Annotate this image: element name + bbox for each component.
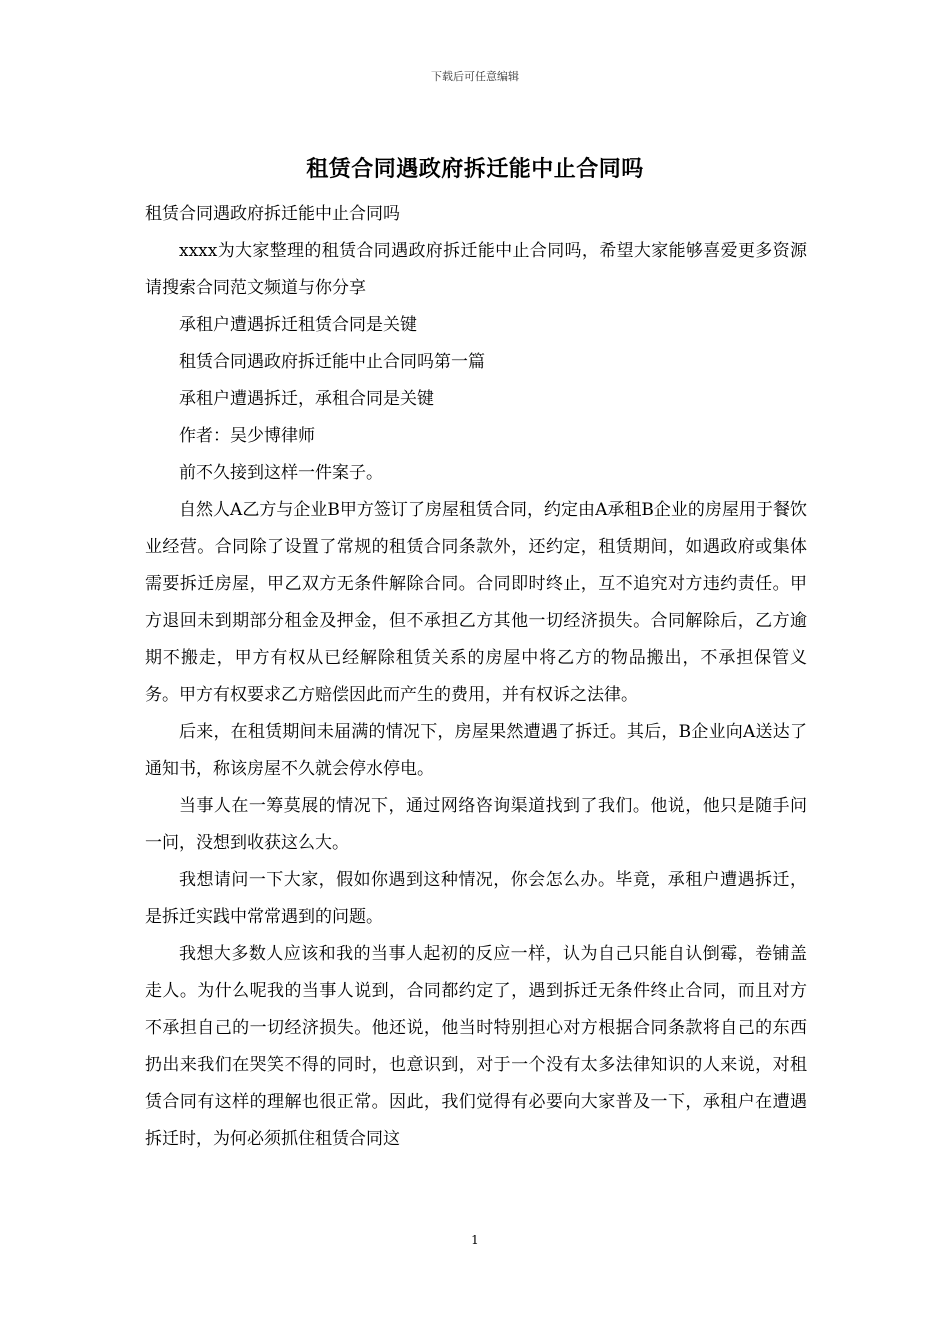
paragraph: 前不久接到这样一件案子。 — [179, 463, 383, 483]
paragraph: 我想请问一下大家，假如你遇到这种情况，你会怎么办。毕竟，承租户遭遇拆迁，是拆迁实践中常常遇到的问题。 — [145, 870, 807, 927]
paragraph-author: 作者：吴少博律师 — [179, 426, 315, 446]
paragraph: xxxx为大家整理的租赁合同遇政府拆迁能中止合同吗，希望大家能够喜爱更多资源请搜索合同范文频道与你分享 — [145, 241, 807, 298]
paragraph: 承租户遭遇拆迁租赁合同是关键 — [179, 315, 417, 335]
paragraph: 承租户遭遇拆迁，承租合同是关键 — [179, 389, 434, 409]
paragraph: 当事人在一筹莫展的情况下，通过网络咨询渠道找到了我们。他说，他只是随手问一问，没想到收获这么大。 — [145, 796, 807, 853]
document-title: 租赁合同遇政府拆迁能中止合同吗 — [306, 156, 644, 182]
paragraph-subtitle: 租赁合同遇政府拆迁能中止合同吗 — [145, 204, 400, 224]
paragraph: 自然人A乙方与企业B甲方签订了房屋租赁合同，约定由A承租B企业的房屋用于餐饮业经营。合同除了设置了常规的租赁合同条款外，还约定，租赁期间，如遇政府或集体需要拆迁房屋，甲乙双方无条件解除合同。合同即时终止，互不追究对方违约责任。甲方退回未到期部分租金及押金，但不承担乙方其他一切经济损失。合同解除后，乙方逾期不搬走，甲方有权从已经解除租赁关系的房屋中将乙方的物品搬出，不承担保管义务。甲方有权要求乙方赔偿因此而产生的费用，并有权诉之法律。 — [145, 500, 807, 705]
header-note: 下载后可任意编辑 — [431, 70, 519, 83]
document-body — [145, 196, 807, 1158]
paragraph: 我想大多数人应该和我的当事人起初的反应一样，认为自己只能自认倒霉，卷铺盖走人。为什么呢我的当事人说到，合同都约定了，遇到拆迁无条件终止合同，而且对方不承担自己的一切经济损失。他还说，他当时特别担心对方根据合同条款将自己的东西扔出来我们在哭笑不得的同时，也意识到，对于一个没有太多法律知识的人来说，对租赁合同有这样的理解也很正常。因此，我们觉得有必要向大家普及一下，承租户在遭遇拆迁时，为何必须抓住租赁合同这 — [145, 944, 807, 1149]
paragraph: 租赁合同遇政府拆迁能中止合同吗第一篇 — [179, 352, 485, 372]
paragraph: 后来，在租赁期间未届满的情况下，房屋果然遭遇了拆迁。其后，B企业向A送达了通知书，称该房屋不久就会停水停电。 — [145, 722, 807, 779]
page-number: 1 — [471, 1233, 479, 1247]
